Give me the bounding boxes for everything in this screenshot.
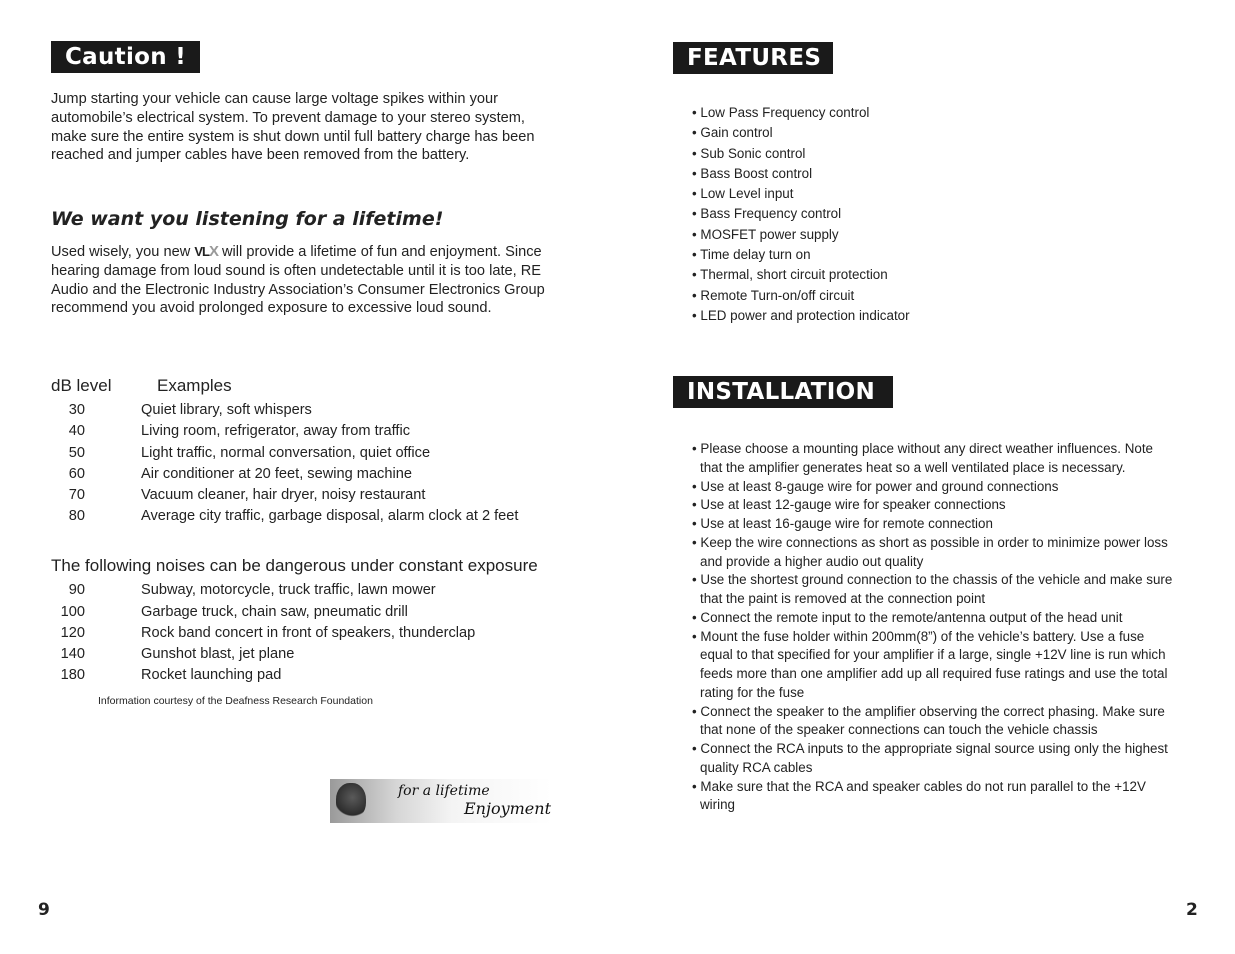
logo-line-2: Enjoyment	[464, 799, 551, 818]
table-row	[51, 646, 611, 667]
listening-heading: We want you listening for a lifetime!	[51, 208, 444, 230]
caution-title: Caution !	[51, 41, 200, 73]
list-item: • Please choose a mounting place without any direct weather influences. Note that the amplifier generates heat so a well ventilated place is necessary.	[692, 441, 1153, 475]
db-value: 100	[60, 604, 85, 620]
example-text: Living room, refrigerator, away from traffic	[141, 423, 411, 439]
page-number-left: 9	[38, 900, 50, 920]
list-item: • Connect the remote input to the remote/antenna output of the head unit	[692, 609, 1123, 625]
table-row	[51, 466, 611, 487]
list-item: • Bass Frequency control	[692, 206, 842, 222]
usage-prefix: Used wisely, you new	[51, 244, 191, 260]
installation-list	[692, 440, 1174, 815]
list-item: • Gain control	[692, 125, 773, 141]
list-item: • Low Pass Frequency control	[692, 105, 870, 120]
db-value: 70	[68, 487, 85, 503]
list-item: • Use at least 16-gauge wire for remote connection	[692, 516, 993, 531]
list-item: • Make sure that the RCA and speaker cables do not run parallel to the +12V wiring	[692, 778, 1146, 813]
table-row	[51, 667, 611, 688]
logo-line-1: for a lifetime	[398, 783, 490, 799]
list-item: • Remote Turn-on/off circuit	[692, 287, 855, 303]
features-list	[692, 103, 1112, 326]
credit-note: Information courtesy of the Deafness Research Foundation	[98, 695, 373, 707]
list-item: • Connect the RCA inputs to the appropriate signal source using only the highest quality RCA cables	[692, 741, 1168, 775]
db-value: 120	[60, 625, 85, 641]
list-item: • Thermal, short circuit protection	[692, 267, 888, 283]
db-value: 140	[60, 646, 85, 662]
installation-title: INSTALLATION	[673, 376, 893, 408]
page-number-right: 2	[1186, 900, 1198, 920]
table-row	[51, 625, 611, 646]
features-title: FEATURES	[673, 42, 833, 74]
list-item: • Connect the speaker to the amplifier observing the correct phasing. Make sure that none of the speaker connections can touch the vehicle chassis	[692, 703, 1165, 738]
example-text: Subway, motorcycle, truck traffic, lawn mower	[141, 582, 436, 598]
list-item: • Use at least 12-gauge wire for speaker connections	[692, 497, 1006, 513]
example-text: Rocket launching pad	[141, 667, 282, 683]
list-item: • LED power and protection indicator	[692, 307, 910, 323]
table-row	[51, 487, 611, 508]
example-text: Gunshot blast, jet plane	[141, 646, 295, 662]
list-item: • Bass Boost control	[692, 165, 813, 181]
list-item: • Sub Sonic control	[692, 145, 806, 161]
list-item: • Use at least 8-gauge wire for power and ground connections	[692, 478, 1059, 494]
vlx-logo: VLX	[194, 243, 218, 260]
caution-text: Jump starting your vehicle can cause large voltage spikes within your automobile’s electrical system. To prevent damage to your stereo system, make sure the entire system is shut down until full battery charge has been reached and jumper cables have been removed from the battery.	[51, 91, 535, 164]
table-row	[51, 582, 611, 603]
db-value: 30	[68, 402, 85, 418]
db-value: 80	[68, 508, 85, 524]
lifetime-enjoyment-logo	[330, 779, 552, 823]
db-value: 60	[68, 466, 85, 482]
example-text: Air conditioner at 20 feet, sewing machine	[141, 466, 412, 482]
list-item: • Use the shortest ground connection to the chassis of the vehicle and make sure that the paint is removed at the connection point	[692, 572, 1173, 606]
db-value: 50	[68, 445, 85, 461]
example-text: Garbage truck, chain saw, pneumatic drill	[141, 604, 408, 620]
table-row	[51, 508, 611, 529]
list-item: • Mount the fuse holder within 200mm(8”) of the vehicle’s battery. Use a fuse equal to that specified for your amplifier if a large, single +12V line is run which feeds more than one amplifier add up all required fuse ratings and use the total rating for the fuse	[692, 628, 1168, 700]
table-row	[51, 402, 611, 423]
example-text: Quiet library, soft whispers	[141, 402, 312, 418]
table-row	[51, 604, 611, 625]
table-row	[51, 423, 611, 444]
usage-paragraph	[51, 243, 579, 318]
db-value: 90	[68, 582, 85, 598]
list-item: • MOSFET power supply	[692, 226, 839, 242]
example-text: Vacuum cleaner, hair dryer, noisy restaurant	[141, 487, 426, 503]
examples-header: Examples	[157, 376, 232, 395]
db-level-header: dB level	[51, 376, 112, 395]
danger-heading: The following noises can be dangerous under constant exposure	[51, 556, 538, 575]
example-text: Average city traffic, garbage disposal, alarm clock at 2 feet	[141, 508, 519, 524]
list-item: • Time delay turn on	[692, 247, 811, 263]
table-row	[51, 445, 611, 466]
list-item: • Keep the wire connections as short as possible in order to minimize power loss and provide a higher audio out quality	[692, 534, 1168, 569]
example-text: Light traffic, normal conversation, quiet office	[141, 445, 431, 461]
db-value: 180	[60, 667, 85, 683]
portrait-image	[336, 783, 366, 819]
list-item: • Low Level input	[692, 186, 794, 202]
db-value: 40	[68, 423, 85, 439]
usage-text: will provide a lifetime of fun and enjoyment. Since hearing damage from loud sound is often undetectable until it is too late, RE Audio and the Electronic Industry Association’s Consumer Electronics Group recommend you avoid prolonged exposure to excessive loud sound.	[51, 244, 545, 317]
example-text: Rock band concert in front of speakers, thunderclap	[141, 625, 476, 641]
